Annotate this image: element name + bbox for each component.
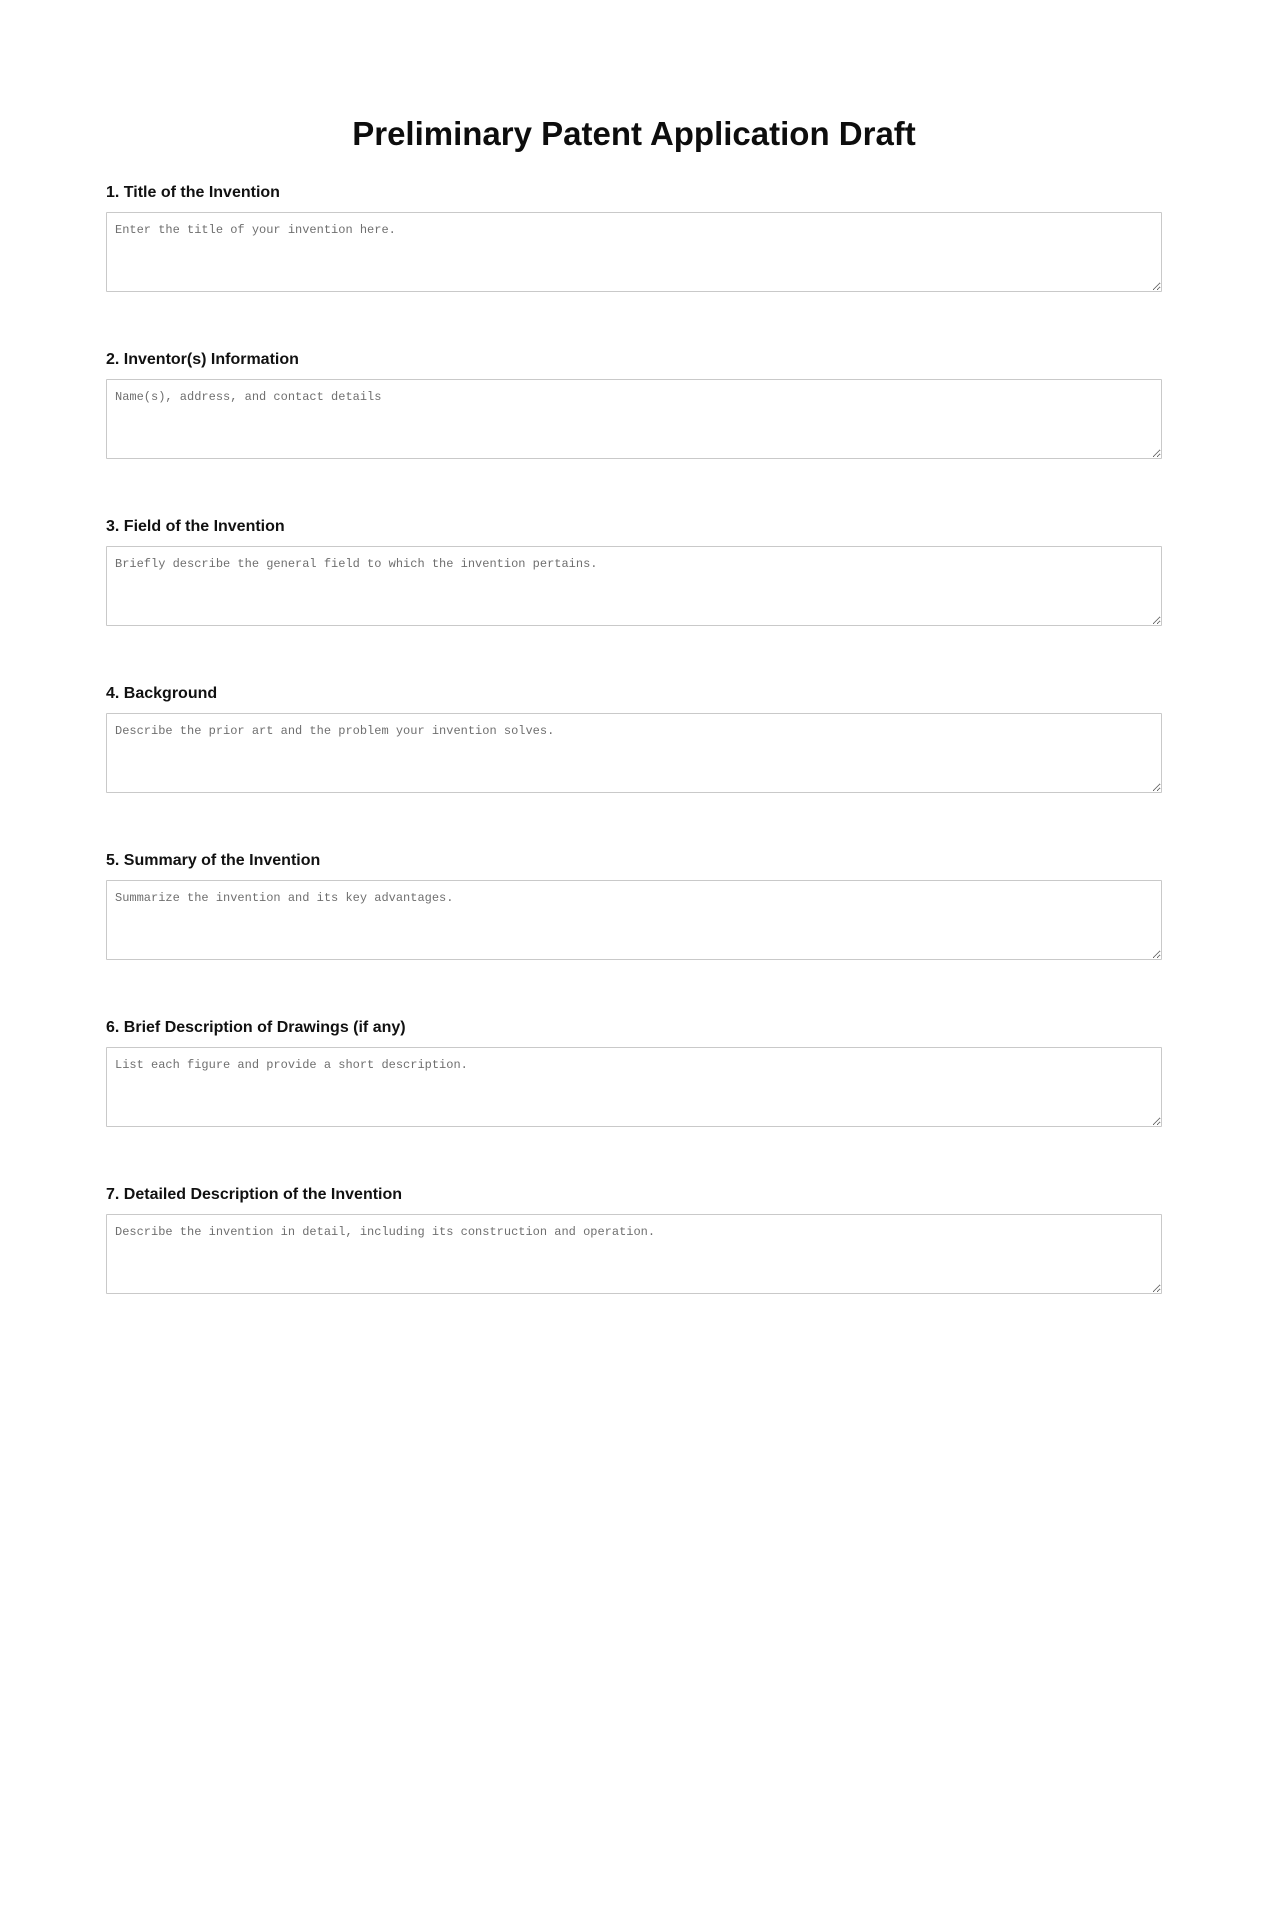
section-label: 7. Detailed Description of the Invention [106,1186,403,1203]
section-title-of-invention [106,183,1162,292]
section-label: 4. Background [106,685,218,702]
section-background [106,684,1162,793]
section-detailed-description [106,1185,1162,1294]
section-label: 3. Field of the Invention [106,518,285,535]
section-field-of-invention [106,517,1162,626]
section-description-of-drawings [106,1018,1162,1127]
field-of-invention-field[interactable] [106,546,1162,626]
section-inventor-information [106,350,1162,459]
summary-field[interactable] [106,880,1162,960]
page-title: Preliminary Patent Application Draft [352,115,916,152]
section-label: 1. Title of the Invention [106,184,280,201]
inventor-information-field[interactable] [106,379,1162,459]
section-label: 6. Brief Description of Drawings (if any) [106,1019,406,1036]
detailed-description-field[interactable] [106,1214,1162,1294]
section-label: 5. Summary of the Invention [106,852,321,869]
background-field[interactable] [106,713,1162,793]
invention-title-field[interactable] [106,212,1162,292]
section-label: 2. Inventor(s) Information [106,351,299,368]
drawings-description-field[interactable] [106,1047,1162,1127]
section-summary-of-invention [106,851,1162,960]
